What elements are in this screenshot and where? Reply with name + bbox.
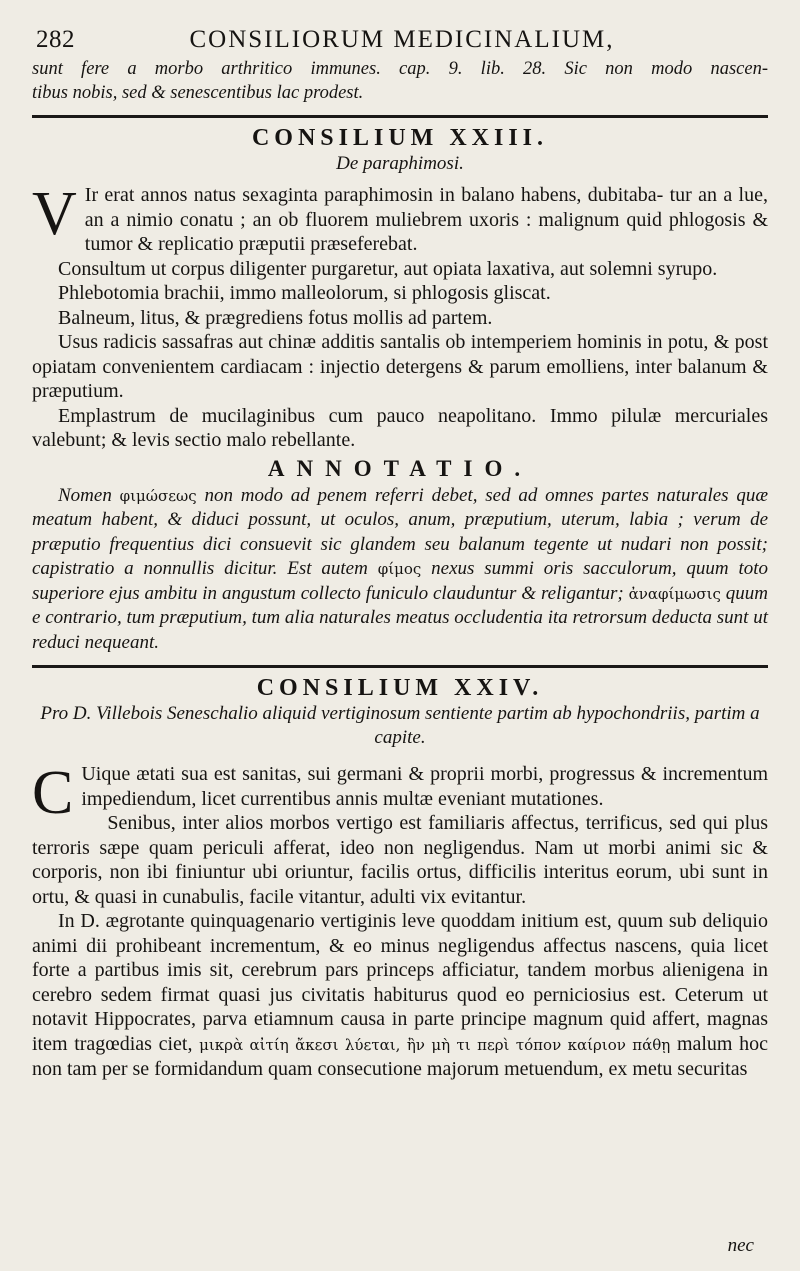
- consilium-23-subtitle: De paraphimosi.: [336, 153, 464, 174]
- consilium-23-paragraph: Emplastrum de mucilaginibus cum pauco neapolitano. Immo pilulæ mercuriales valebunt; & levis sectio malo rebellante.: [32, 404, 768, 451]
- carryover-line-2: tibus nobis, sed & senescentibus lac prodest.: [32, 82, 364, 103]
- consilium-23-paragraph: Consultum ut corpus diligenter purgaretur, aut opiata laxativa, aut solemni syrupo.: [58, 257, 718, 280]
- consilium-24-paragraph: In D. ægrotante quinquagenario vertiginis leve quoddam initium est, quum sub deliquio animi dii prohibeant incrementum, & eo minus negligendus affectus nascens, quia licet forte a partibus imis sit, cerebrum pars princeps afficiatur, tandem morbus alienigena in cerebro sedem firmat quasi jus civitatis habiturus quod eo perniciosius est. Ceterum ut notavit Hippocrates, parva etiamnum causa in parte principe magnum quid affert, magnas item tragœdias ciet, μικρὰ αἰτίη ἄκεσι λύεται, ἢν μὴ τι περὶ τόπον καίριον πάθῃ malum hoc non tam per se formidandum quam consecutione majorum metuendum, ex metu securitas: [32, 910, 769, 1080]
- carryover-line-1: sunt fere a morbo arthritico immunes. cap. 9. lib. 28. Sic non modo nascen-: [32, 59, 768, 79]
- greek-term: φιμώσεως: [119, 486, 197, 505]
- running-title: CONSILIORUM MEDICINALIUM,: [189, 26, 615, 53]
- greek-quotation: μικρὰ αἰτίη ἄκεσι λύεται, ἢν μὴ τι περὶ τόπον καίριον πάθῃ: [199, 1035, 671, 1054]
- drop-cap-c: C: [32, 759, 74, 827]
- consilium-23-paragraph: Phlebotomia brachii, immo malleolorum, si phlogosis gliscat.: [58, 282, 551, 304]
- consilium-23-title: CONSILIUM XXIII.: [251, 125, 549, 151]
- drop-cap-v: V: [32, 180, 77, 248]
- annotatio-text: Nomen φιμώσεως non modo ad penem referri debet, sed ad omnes partes naturales quæ meatum habent, & diduci possunt, ut oculos, anum, præputium, uterum, labia ; verum de præputio frequentius dici consuevit sic glandem seu balanum tegente ut nudari non possit; capistratio a nonnullis dicitur. Est autem φίμος nexus summi oris sacculorum, quum toto superiore ejus ambitu in angustum collecto funiculo clauduntur & religantur; ἀναφίμωσις quum e contrario, tum præputium, tum alia naturales meatus occludentia ita retrorsum deducta sunt ut reduci nequeant.: [32, 484, 769, 653]
- consilium-24-paragraph: Senibus, inter alios morbos vertigo est familiaris affectus, terrificus, sed qui plus terroris sæpe quam periculi afferat, ideo non negligendus. Nam ut morbi animi sic & corporis, non ibi finiuntur ubi oriuntur, facilis ortus, difficilis interitus eorum, ubi sunt in ortu, & quasi in cunabulis, facile vitantur, adulti vix evitantur.: [32, 812, 768, 908]
- consilium-23-paragraph: Usus radicis sassafras aut chinæ additis santalis ob intemperiem hominis in potu, & post opiatam convenientem cardiacam : injectio detergens & parum emolliens, inter balanum & præputium.: [32, 331, 768, 402]
- section-divider: [32, 665, 768, 668]
- page-header: [32, 26, 768, 54]
- consilium-24-subtitle: Pro D. Villebois Seneschalio aliquid vertiginosum sentiente partim ab hypochondriis, partim a capite.: [40, 703, 760, 748]
- annotatio-title: ANNOTATIO.: [267, 455, 533, 481]
- page-number: 282: [36, 26, 75, 53]
- consilium-23-paragraph: Balneum, litus, & prægrediens fotus mollis ad partem.: [58, 306, 493, 329]
- greek-term: ἀναφίμωσις: [628, 584, 721, 603]
- carryover-text: [32, 58, 768, 105]
- catchword: nec: [727, 1235, 754, 1256]
- greek-term: φίμος: [377, 560, 422, 578]
- consilium-23-paragraph: V Ir erat annos natus sexaginta paraphimosin in balano habens, dubitaba- tur an a lue, an a nimio conatu ; an ob fluorem muliebrem uxoris : malignum quid phlogosis & tumor & replicatio præputii præseferebat.: [32, 180, 768, 255]
- consilium-24-title: CONSILIUM XXIV.: [256, 675, 544, 701]
- section-divider: [32, 115, 768, 118]
- consilium-24-paragraph: C Uique ætati sua est sanitas, sui germani & proprii morbi, progressus & incrementum impediendum, licet currentibus annis multæ eveniant mutationes.: [32, 759, 768, 827]
